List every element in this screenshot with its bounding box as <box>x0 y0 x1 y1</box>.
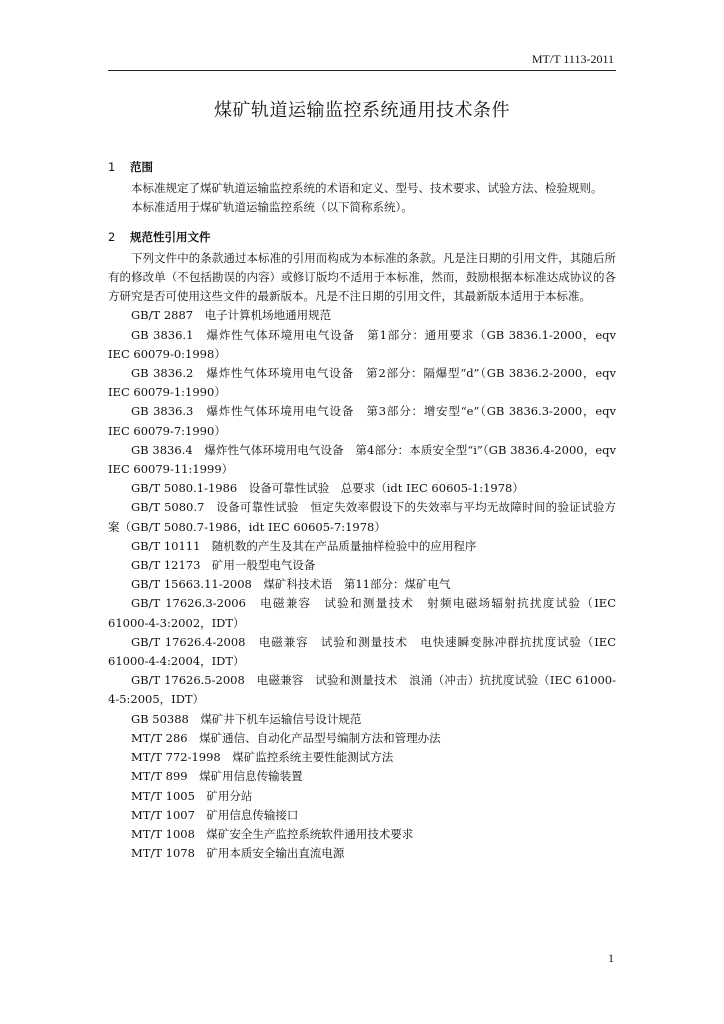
section-number: 2 <box>108 229 116 244</box>
header-rule <box>108 70 616 71</box>
reference-list <box>108 306 616 863</box>
reference-item: GB/T 5080.7 设备可靠性试验 恒定失效率假设下的失效率与平均无故障时间的验证试验方案（GB/T 5080.7-1986，idt IEC 60605-7:1978） <box>108 500 616 534</box>
reference-item: GB 3836.2 爆炸性气体环境用电气设备 第2部分：隔爆型“d”（GB 3836.2-2000，eqv IEC 60079-1:1990） <box>108 366 616 400</box>
reference-item: MT/T 286 煤矿通信、自动化产品型号编制方法和管理办法 <box>131 730 441 745</box>
reference-item: MT/T 1078 矿用本质安全输出直流电源 <box>131 846 345 861</box>
section-number: 1 <box>108 160 116 174</box>
reference-item: MT/T 1008 煤矿安全生产监控系统软件通用技术要求 <box>131 826 414 841</box>
scope-paragraph: 本标准适用于煤矿轨道运输监控系统（以下简称系统）。 <box>131 200 413 215</box>
section-title: 规范性引用文件 <box>130 229 211 244</box>
reference-item: MT/T 1005 矿用分站 <box>131 788 253 803</box>
scope-paragraph: 本标准规定了煤矿轨道运输监控系统的术语和定义、型号、技术要求、试验方法、检验规则。 <box>131 181 603 196</box>
document-title: 煤矿轨道运输监控系统通用技术条件 <box>214 100 510 121</box>
reference-item: GB 3836.3 爆炸性气体环境用电气设备 第3部分：增安型“e”（GB 3836.3-2000，eqv IEC 60079-7:1990） <box>108 404 616 438</box>
standard-code: MT/T 1113-2011 <box>531 52 614 66</box>
reference-item: GB/T 15663.11-2008 煤矿科技术语 第11部分：煤矿电气 <box>131 577 451 592</box>
reference-item: MT/T 899 煤矿用信息传输装置 <box>131 769 303 784</box>
reference-item: GB/T 2887 电子计算机场地通用规范 <box>131 308 332 323</box>
section-title: 范围 <box>130 160 153 174</box>
reference-item: GB/T 17626.3-2006 电磁兼容 试验和测量技术 射频电磁场辐射抗扰度试验（IEC 61000-4-3:2002，IDT） <box>108 596 616 630</box>
references-intro-paragraph: 下列文件中的条款通过本标准的引用而构成为本标准的条款。凡是注日期的引用文件，其随后所有的修改单（不包括勘误的内容）或修订版均不适用于本标准，然而，鼓励根据本标准达成协议的各方研究是否可使用这些文件的最新版本。凡是不注日期的引用文件，其最新版本适用于本标准。 <box>108 250 616 304</box>
reference-item: MT/T 1007 矿用信息传输接口 <box>131 807 299 822</box>
document-body <box>108 156 616 863</box>
reference-item: GB/T 5080.1-1986 设备可靠性试验 总要求（idt IEC 60605-1:1978） <box>131 481 524 496</box>
reference-item: GB 3836.4 爆炸性气体环境用电气设备 第4部分：本质安全型“i”（GB 3836.4-2000，eqv IEC 60079-11:1999） <box>108 442 616 477</box>
reference-item: MT/T 772-1998 煤矿监控系统主要性能测试方法 <box>131 750 394 765</box>
page-number: 1 <box>608 951 614 965</box>
reference-item: GB 50388 煤矿井下机车运输信号设计规范 <box>131 711 362 726</box>
section-heading-normative-references <box>108 228 616 247</box>
reference-item: GB/T 17626.5-2008 电磁兼容 试验和测量技术 浪涌（冲击）抗扰度试验（IEC 61000-4-5:2005，IDT） <box>108 673 616 707</box>
reference-item: GB/T 10111 随机数的产生及其在产品质量抽样检验中的应用程序 <box>131 538 477 553</box>
section-heading-scope <box>108 158 616 177</box>
reference-item: GB 3836.1 爆炸性气体环境用电气设备 第1部分：通用要求（GB 3836.1-2000，eqv IEC 60079-0:1998） <box>108 327 616 361</box>
reference-item: GB/T 12173 矿用一般型电气设备 <box>131 558 316 573</box>
reference-item: GB/T 17626.4-2008 电磁兼容 试验和测量技术 电快速瞬变脉冲群抗扰度试验（IEC 61000-4-4:2004，IDT） <box>108 634 616 669</box>
